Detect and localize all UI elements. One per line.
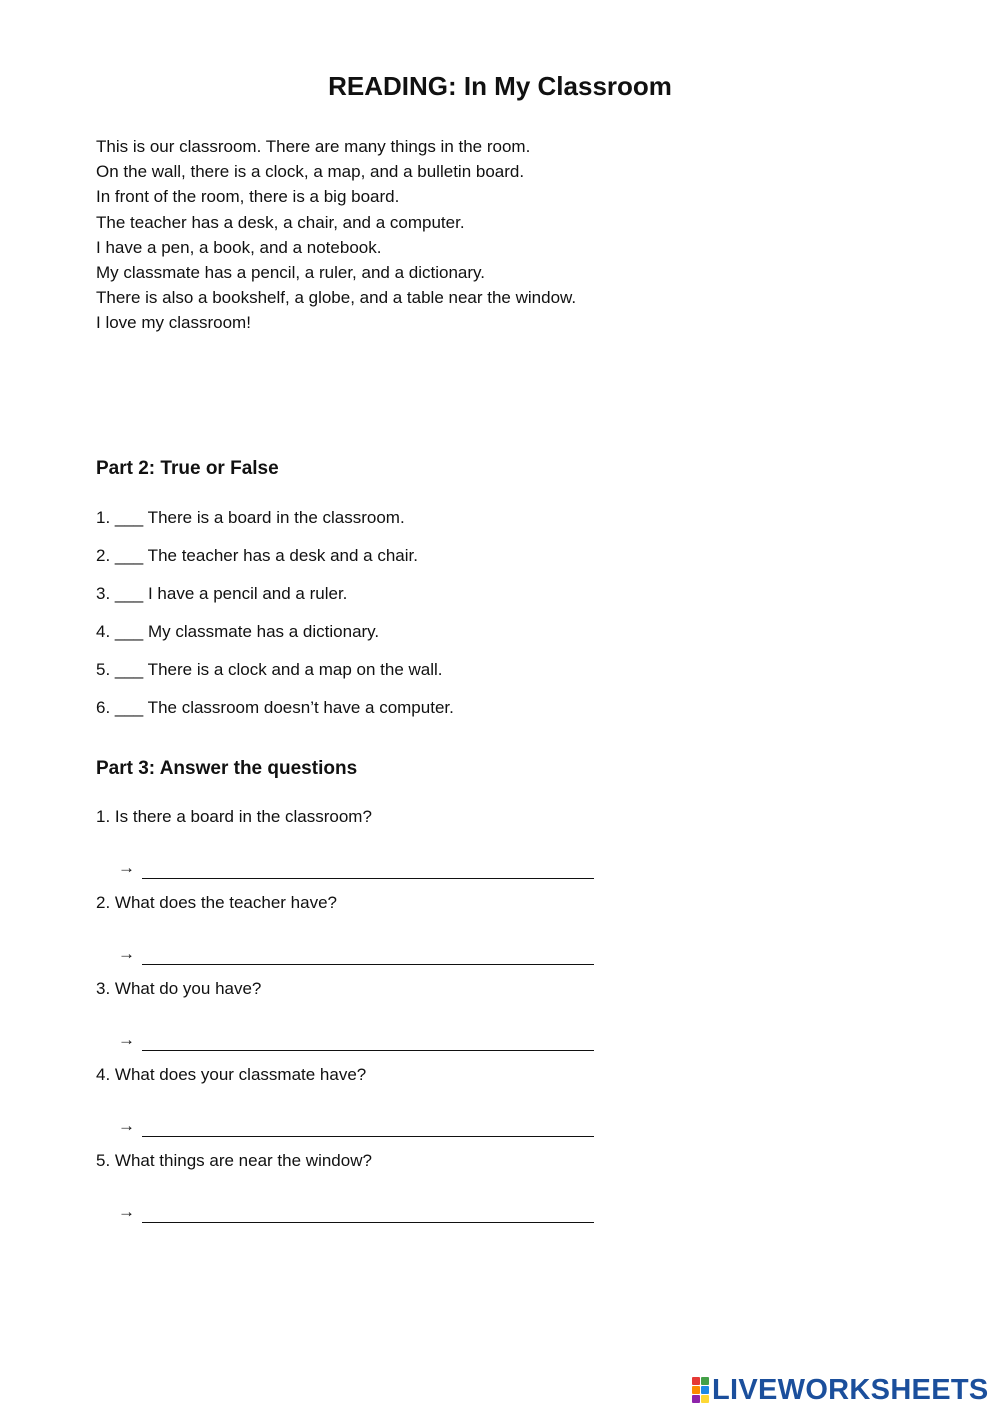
reading-passage (96, 134, 916, 336)
true-false-item[interactable]: 2. ___ The teacher has a desk and a chair. (96, 546, 418, 565)
part3-heading: Part 3: Answer the questions (96, 758, 358, 779)
question-text: 1. Is there a board in the classroom? (96, 807, 372, 826)
logo-text: LIVEWORKSHEETS (712, 1374, 989, 1406)
question-item (96, 977, 916, 1063)
logo-icon-square (692, 1377, 700, 1385)
reading-line: In front of the room, there is a big board. (96, 187, 400, 207)
question-item (96, 805, 916, 891)
logo-icon-square (701, 1395, 709, 1403)
reading-line: On the wall, there is a clock, a map, and a bulletin board. (96, 162, 525, 182)
answer-row (118, 1025, 916, 1051)
question-item (96, 891, 916, 977)
logo-icon-square (692, 1386, 700, 1394)
question-text: 4. What does your classmate have? (96, 1065, 367, 1084)
true-false-list (96, 506, 916, 734)
question-item (96, 1149, 916, 1235)
reading-line: I have a pen, a book, and a notebook. (96, 237, 382, 257)
logo-icon-square (701, 1386, 709, 1394)
answer-field[interactable] (142, 858, 594, 879)
question-item (96, 1063, 916, 1149)
true-false-item[interactable]: 1. ___ There is a board in the classroom. (96, 508, 405, 527)
answer-row (118, 1111, 916, 1137)
true-false-item[interactable]: 3. ___ I have a pencil and a ruler. (96, 584, 348, 603)
logo-icon-square (701, 1377, 709, 1385)
answer-field[interactable] (142, 1202, 594, 1223)
part2-heading: Part 2: True or False (96, 458, 279, 479)
answer-field[interactable] (142, 1116, 594, 1137)
arrow-icon: → (118, 858, 135, 877)
reading-line: This is our classroom. There are many things in the room. (96, 137, 531, 156)
answer-row (118, 853, 916, 879)
logo-icon-square (692, 1395, 700, 1403)
true-false-item[interactable]: 6. ___ The classroom doesn’t have a computer. (96, 698, 454, 717)
arrow-icon: → (118, 1116, 135, 1135)
reading-line: I love my classroom! (96, 313, 251, 333)
arrow-icon: → (118, 1202, 135, 1221)
page-title: READING: In My Classroom (328, 71, 672, 101)
question-text: 3. What do you have? (96, 979, 262, 998)
liveworksheets-logo (692, 1374, 989, 1406)
reading-line: There is also a bookshelf, a globe, and a table near the window. (96, 288, 577, 308)
true-false-item[interactable]: 5. ___ There is a clock and a map on the wall. (96, 660, 443, 679)
answer-row (118, 939, 916, 965)
answer-field[interactable] (142, 1030, 594, 1051)
question-text: 2. What does the teacher have? (96, 893, 337, 912)
answer-field[interactable] (142, 944, 594, 965)
answer-row (118, 1197, 916, 1223)
arrow-icon: → (118, 1030, 135, 1049)
questions-list (96, 805, 916, 1235)
true-false-item[interactable]: 4. ___ My classmate has a dictionary. (96, 622, 380, 641)
arrow-icon: → (118, 944, 135, 963)
reading-line: My classmate has a pencil, a ruler, and a dictionary. (96, 263, 485, 283)
liveworksheets-logo-icon (692, 1377, 709, 1403)
reading-line: The teacher has a desk, a chair, and a computer. (96, 212, 465, 232)
question-text: 5. What things are near the window? (96, 1151, 372, 1170)
